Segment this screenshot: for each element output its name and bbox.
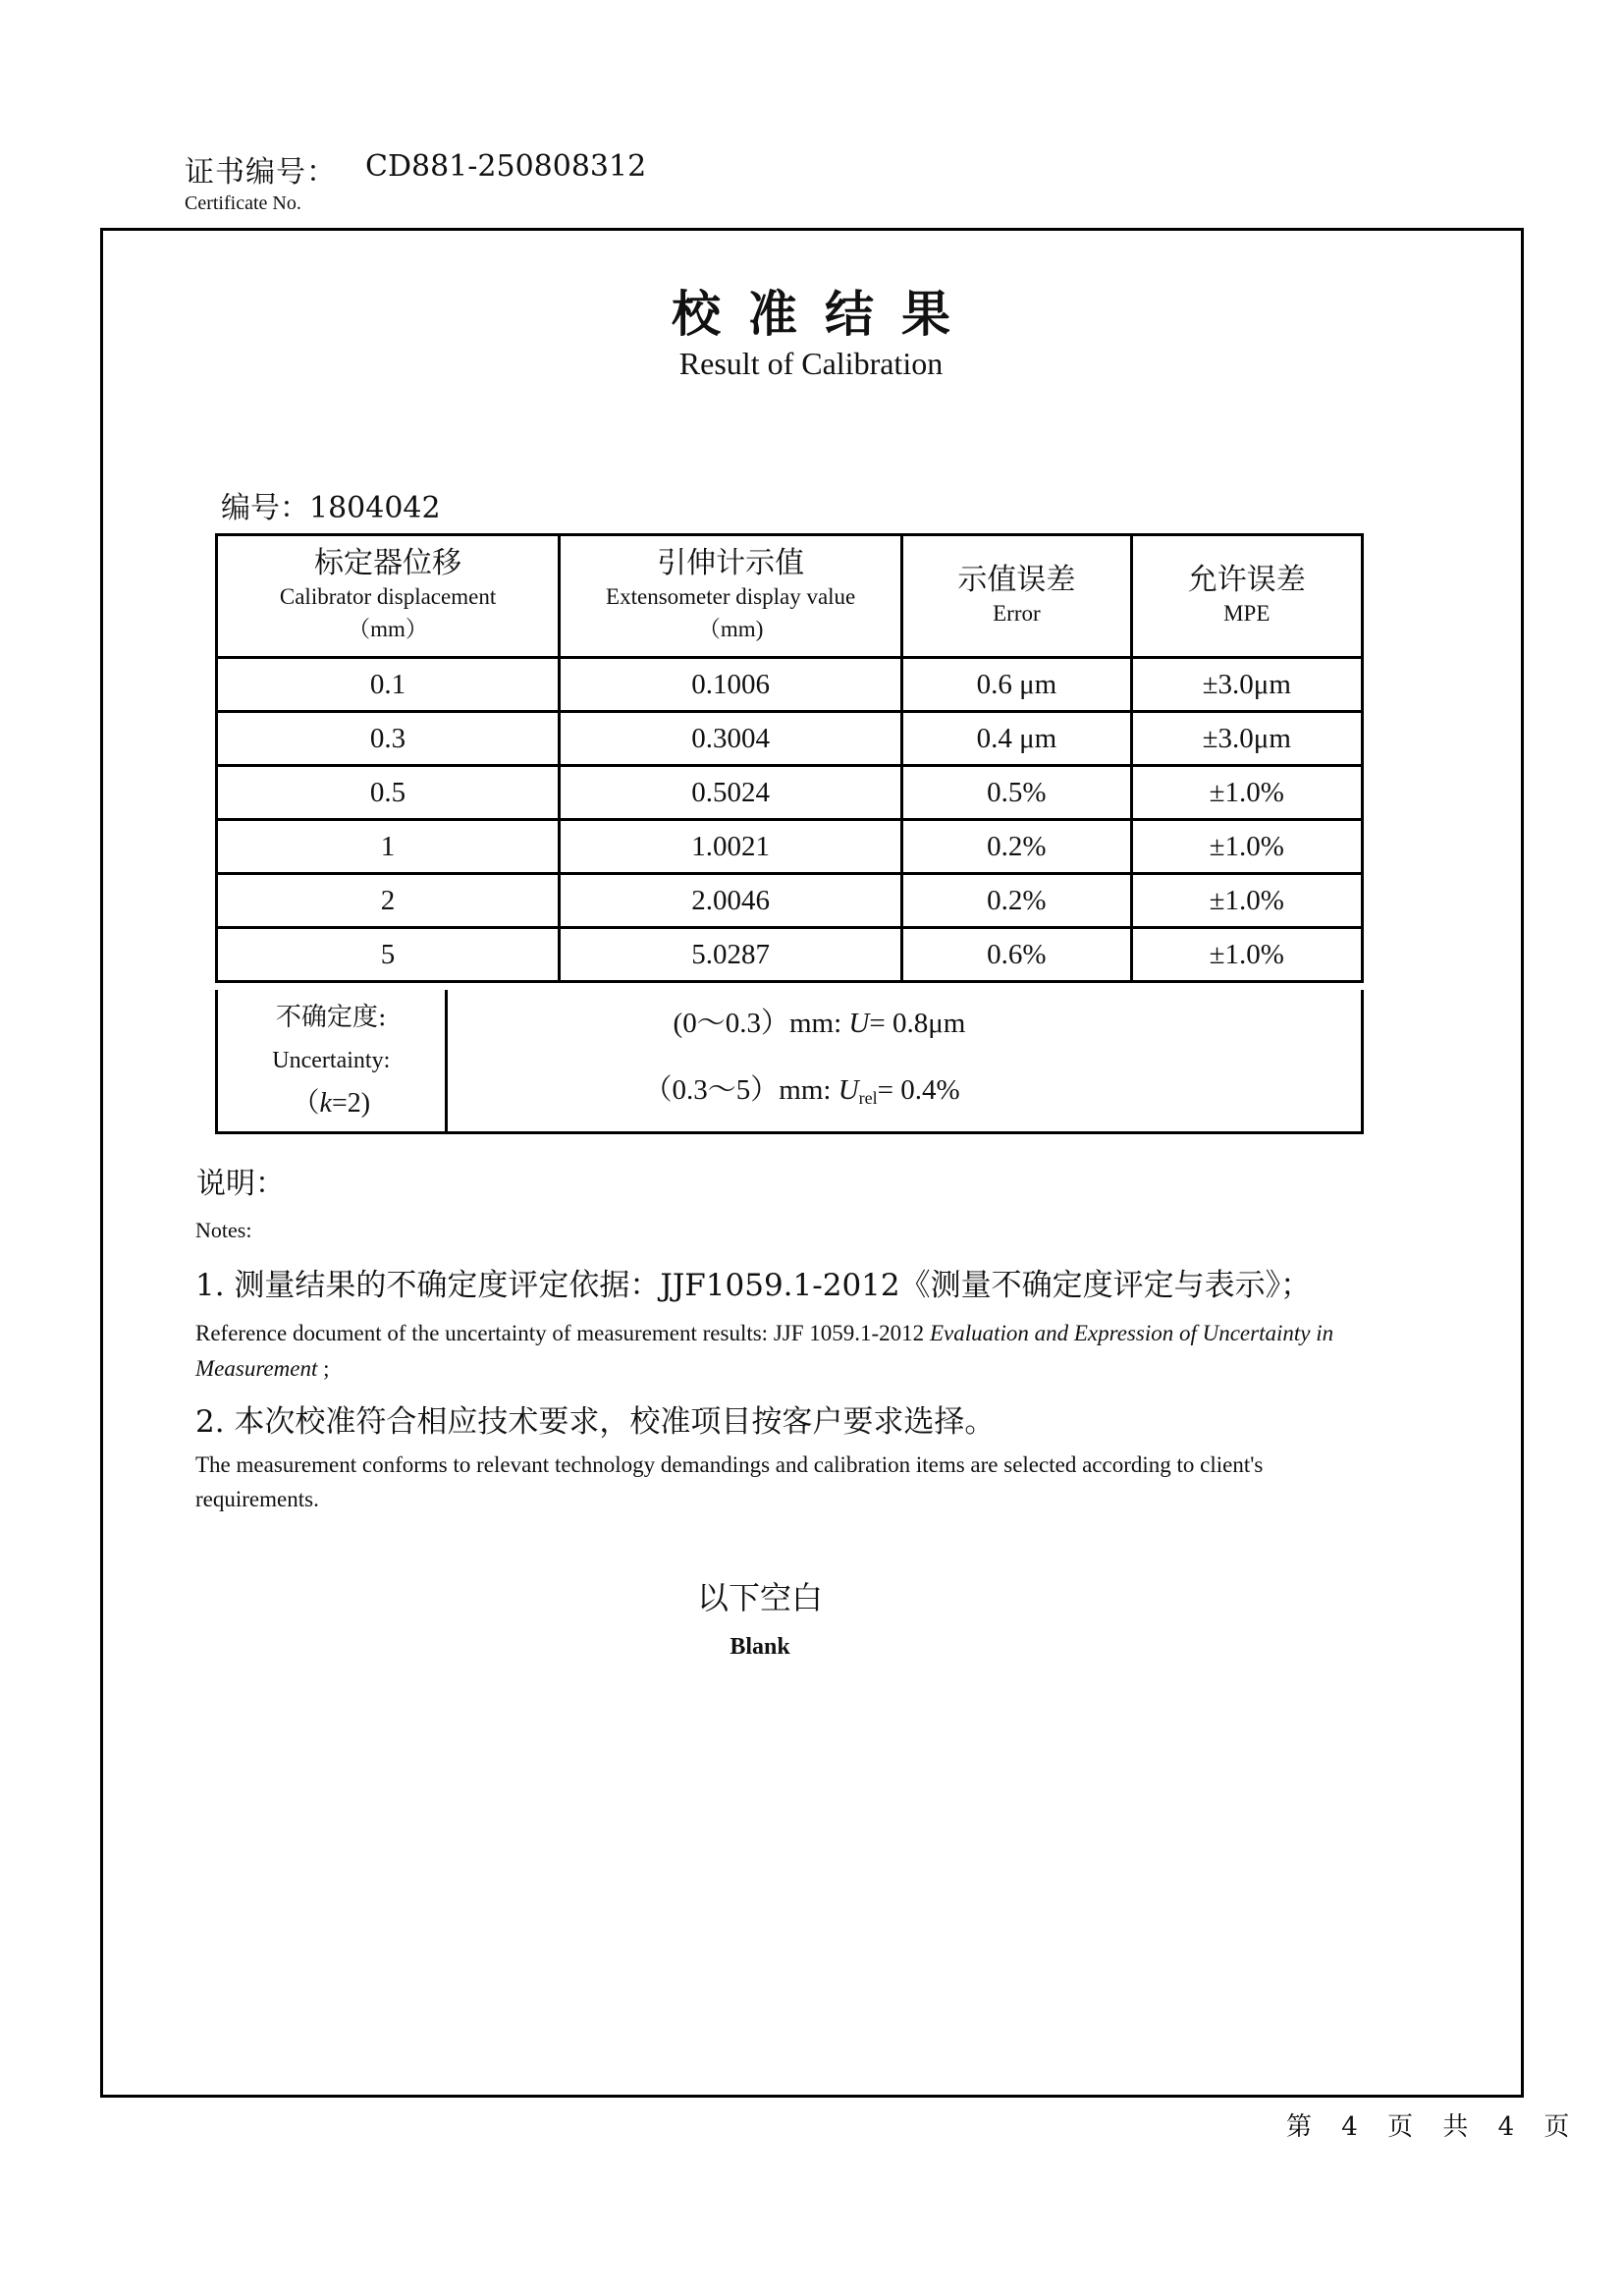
page-title-zh: 校准结果 (672, 286, 978, 343)
page-number: 第 4 页 共 4 页 (1286, 2112, 1576, 2142)
uncertainty-label: 不确定度: Uncertainty: （k=2) (217, 990, 447, 1133)
uncertainty-table (215, 990, 1364, 1134)
header-calibrator-displacement: 标定器位移 Calibrator displacement （mm） (217, 535, 560, 658)
serial-value: 1804042 (309, 491, 441, 525)
cell-error: 0.6% (902, 928, 1131, 982)
header-mpe: 允许误差 MPE (1131, 535, 1362, 658)
note-1-zh: 1. 测量结果的不确定度评定依据：JJF1059.1-2012《测量不确定度评定与表示》； (195, 1268, 1312, 1303)
table-header-row (217, 535, 1363, 658)
cell-mpe: ±1.0% (1131, 766, 1362, 820)
uncertainty-line-2: （0.3～5）mm: $U_{rel}= 0.4\%$ (643, 1074, 960, 1108)
cell-error: 0.2% (902, 820, 1131, 874)
cell-displacement: 0.5 (217, 766, 560, 820)
table-row (217, 712, 1363, 766)
serial-label: 编号： (221, 491, 309, 525)
header-extensometer-value: 引伸计示值 Extensometer display value （mm) (560, 535, 902, 658)
cell-display-value: 2.0046 (560, 874, 902, 928)
cell-displacement: 1 (217, 820, 560, 874)
table-row (217, 658, 1363, 712)
uncertainty-values (446, 990, 1362, 1133)
cell-error: 0.2% (902, 874, 1131, 928)
page-title-en: Result of Calibration (678, 346, 944, 381)
cell-error: 0.4 μm (902, 712, 1131, 766)
notes-title-zh: 说明： (196, 1167, 285, 1201)
cell-displacement: 2 (217, 874, 560, 928)
cell-display-value: 0.3004 (560, 712, 902, 766)
cell-mpe: ±1.0% (1131, 820, 1362, 874)
cell-display-value: 0.1006 (560, 658, 902, 712)
cell-displacement: 0.1 (217, 658, 560, 712)
cell-display-value: 1.0021 (560, 820, 902, 874)
table-row (217, 874, 1363, 928)
certificate-label-zh: 证书编号： (185, 155, 337, 190)
calibration-table (215, 533, 1364, 983)
cell-display-value: 5.0287 (560, 928, 902, 982)
cell-error: 0.6 μm (902, 658, 1131, 712)
certificate-number: CD881-250808312 (365, 149, 647, 184)
table-row (217, 766, 1363, 820)
certificate-label-en: Certificate No. (185, 192, 301, 214)
cell-mpe: ±3.0μm (1131, 712, 1362, 766)
coverage-factor: （k=2) (292, 1088, 371, 1119)
cell-mpe: ±3.0μm (1131, 658, 1362, 712)
cell-display-value: 0.5024 (560, 766, 902, 820)
notes-title-en: Notes: (195, 1218, 252, 1242)
cell-mpe: ±1.0% (1131, 874, 1362, 928)
note-2-en: The measurement conforms to relevant technology demandings and calibration items are selected according to client's requirements. (195, 1452, 1264, 1511)
blank-marker-en: Blank (730, 1634, 790, 1660)
cell-displacement: 5 (217, 928, 560, 982)
note-2-zh: 2. 本次校准符合相应技术要求，校准项目按客户要求选择。 (195, 1404, 996, 1440)
blank-marker-zh: 以下空白 (696, 1579, 823, 1616)
cell-displacement: 0.3 (217, 712, 560, 766)
uncertainty-line-1: (0～0.3）mm: U= 0.8μm (673, 1008, 966, 1039)
table-row (217, 928, 1363, 982)
table-row (217, 820, 1363, 874)
cell-mpe: ±1.0% (1131, 928, 1362, 982)
cell-error: 0.5% (902, 766, 1131, 820)
serial-number (221, 483, 441, 526)
note-1-en: Reference document of the uncertainty of measurement results: JJF 1059.1-2012 Evaluation and Expression of Uncertainty in Measurement ; (195, 1321, 1334, 1381)
header-error: 示值误差 Error (902, 535, 1131, 658)
